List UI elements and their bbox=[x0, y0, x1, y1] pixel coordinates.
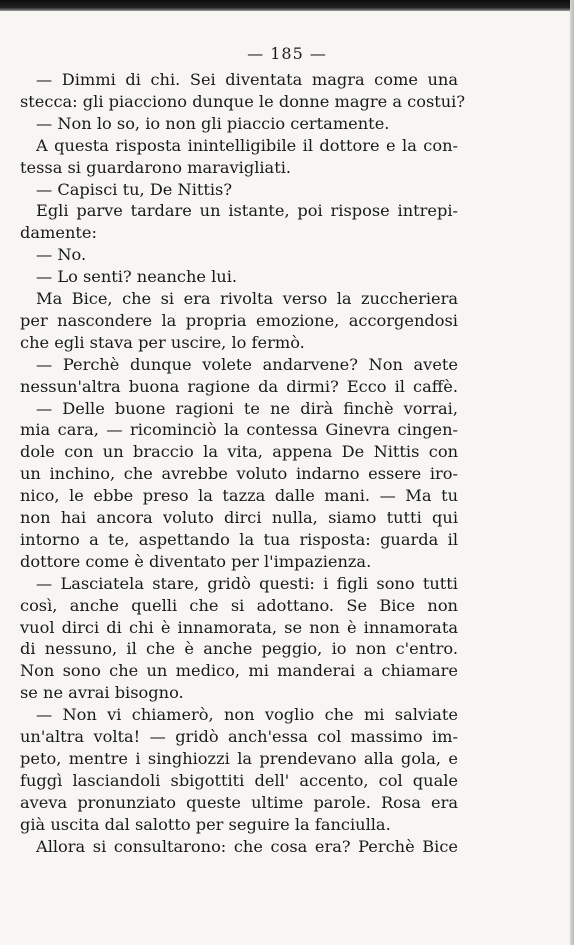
text-line: tessa si guardarono maravigliati. bbox=[20, 157, 292, 177]
text-line: — Delle buone ragioni te ne dirà finchè vorrai, bbox=[36, 398, 458, 418]
text-line: così, anche quelli che si adottano. Se Bice non bbox=[20, 595, 458, 615]
text-line: Allora si consultarono: che cosa era? Perchè Bice bbox=[36, 836, 458, 856]
text-line: fuggì lasciandoli sbigottiti dell' accento, col quale bbox=[20, 770, 458, 790]
text-line: se ne avrai bisogno. bbox=[20, 683, 184, 703]
text-line: aveva pronunziato queste ultime parole. Rosa era bbox=[20, 792, 458, 812]
text-line: — Lo senti? neanche lui. bbox=[36, 267, 238, 287]
page-number: — 185 — bbox=[247, 44, 327, 63]
text-line: di nessuno, il che è anche peggio, io non c'entro. bbox=[20, 639, 458, 659]
text-line: — Lasciatela stare, gridò questi: i figli sono tutti bbox=[36, 573, 458, 593]
text-line: nico, le ebbe preso la tazza dalle mani. — Ma tu bbox=[20, 486, 458, 506]
text-line: Egli parve tardare un istante, poi rispose intrepi- bbox=[36, 201, 458, 221]
text-line: — Non lo so, io non gli piaccio certamente. bbox=[36, 113, 390, 133]
text-line: un inchino, che avrebbe voluto indarno essere iro- bbox=[20, 464, 458, 484]
text-line: — Capisci tu, De Nittis? bbox=[36, 179, 233, 199]
text-line: intorno a te, aspettando la tua risposta: guarda il bbox=[20, 529, 458, 549]
text-line: per nascondere la propria emozione, accorgendosi bbox=[20, 310, 458, 330]
text-line: nessun'altra buona ragione da dirmi? Ecco il caffè. bbox=[20, 376, 458, 396]
text-line: un'altra volta! — gridò anch'essa col massimo im- bbox=[20, 727, 458, 746]
text-line: A questa risposta inintelligibile il dottore e la con- bbox=[36, 135, 458, 155]
text-line: — Perchè dunque volete andarvene? Non avete bbox=[36, 354, 458, 374]
text-line: — No. bbox=[36, 245, 87, 265]
text-line: Non sono che un medico, mi manderai a chiamare bbox=[20, 661, 458, 681]
text-line: — Dimmi di chi. Sei diventata magra come una bbox=[36, 70, 458, 89]
text-line: già uscita dal salotto per seguire la fanciulla. bbox=[20, 814, 391, 834]
text-line: — Non vi chiamerò, non voglio che mi salviate bbox=[36, 705, 458, 725]
text-line: vuol dirci di chi è innamorata, se non è innamorata bbox=[20, 617, 458, 637]
text-line: che egli stava per uscire, lo fermò. bbox=[20, 332, 305, 352]
scan-right-edge bbox=[570, 0, 574, 945]
text-line: dottore come è diventato per l'impazienza. bbox=[20, 551, 372, 571]
text-line: mia cara, — ricominciò la contessa Ginevra cingen- bbox=[20, 420, 458, 440]
text-line: non hai ancora voluto dirci nulla, siamo tutti qui bbox=[20, 508, 458, 527]
text-line: damente: bbox=[20, 223, 97, 243]
text-line: dole con un braccio la vita, appena De Nittis con bbox=[20, 442, 458, 462]
text-line: stecca: gli piacciono dunque le donne magre a costui? bbox=[20, 91, 466, 111]
text-line: peto, mentre i singhiozzi la prendevano alla gola, e bbox=[20, 748, 458, 768]
scan-top-edge bbox=[0, 0, 574, 11]
text-line: Ma Bice, che si era rivolta verso la zuccheriera bbox=[36, 289, 458, 308]
